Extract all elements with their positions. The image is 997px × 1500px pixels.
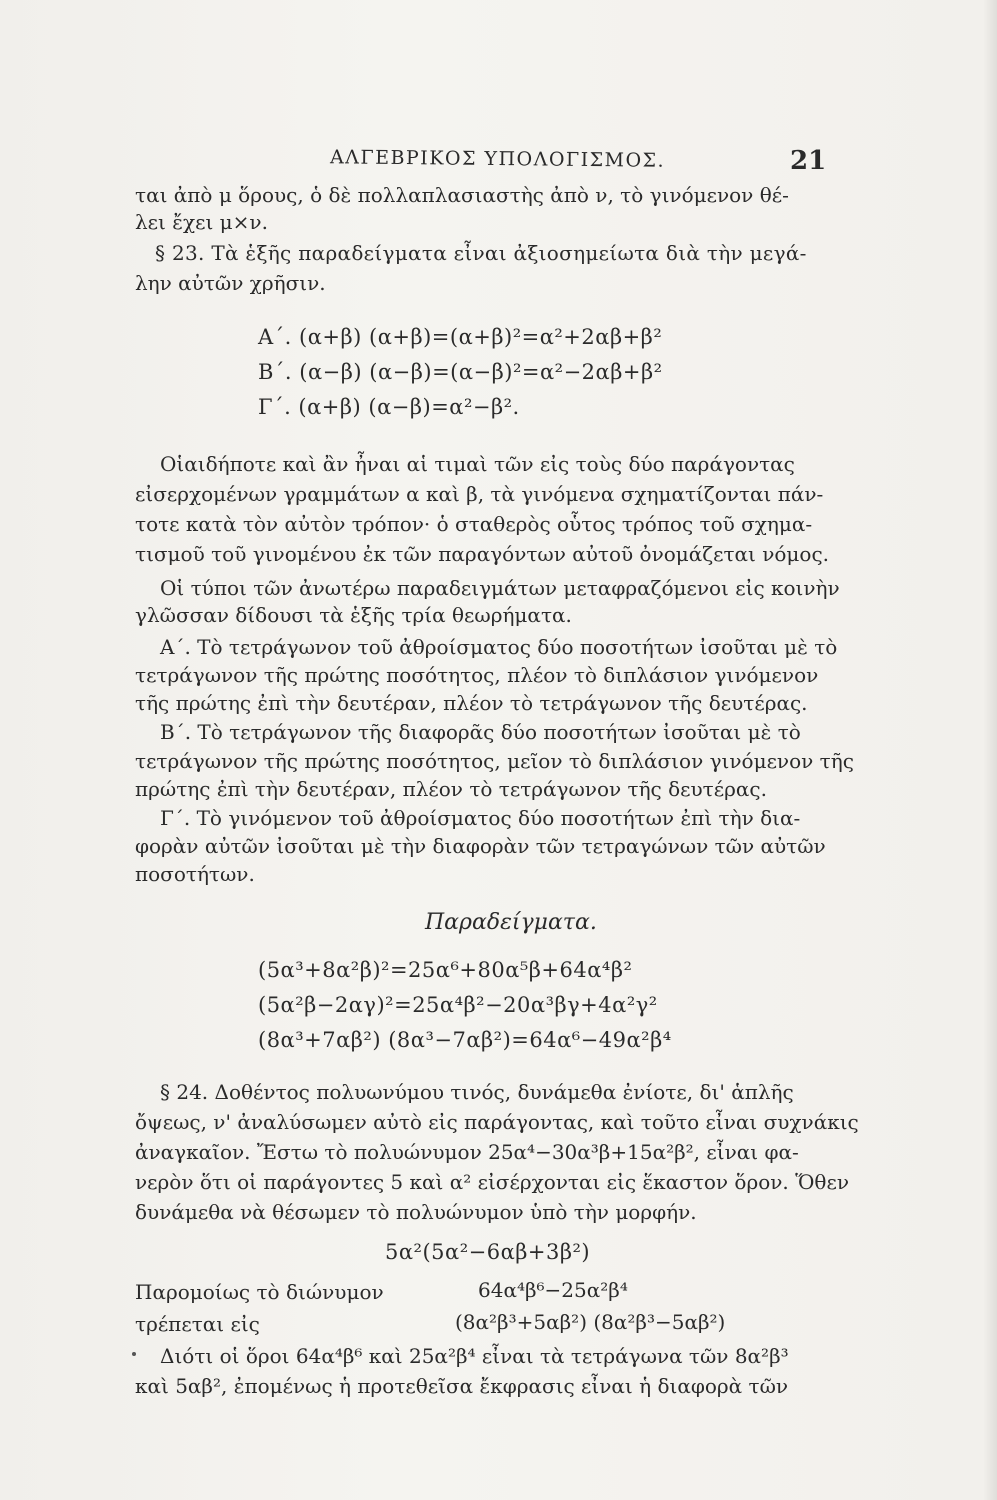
theorem-b: Β΄. Τὸ τετράγωνον τῆς διαφορᾶς δύο ποσοτήτων ἰσοῦται μὲ τὸ — [160, 720, 801, 744]
text-line: Οἱαιδήποτε καὶ ἂν ἦναι αἱ τιμαὶ τῶν εἰς τοὺς δύο παράγοντας — [160, 452, 795, 476]
theorem-c: Γ΄. Τὸ γινόμενον τοῦ ἀθροίσματος δύο ποσοτήτων ἐπὶ τὴν δια- — [160, 806, 801, 830]
identity-b: Β΄. (α−β) (α−β)=(α−β)²=α²−2αβ+β² — [258, 360, 663, 384]
text-line: γλῶσσαν δίδουσι τὰ ἑξῆς τρία θεωρήματα. — [135, 603, 572, 627]
text-line: ται ἀπὸ μ ὅρους, ὁ δὲ πολλαπλασιαστὴς ἀπὸ ν, τὸ γινόμενον θέ- — [135, 183, 789, 207]
text-line: λει ἔχει μ×ν. — [135, 210, 268, 234]
example-formula: (8α³+7αβ²) (8α³−7αβ²)=64α⁶−49α²β⁴ — [258, 1028, 672, 1052]
page-edge-shadow — [983, 0, 997, 1500]
text-line: ὄψεως, ν' ἀναλύσωμεν αὐτὸ εἰς παράγοντας, καὶ τοῦτο εἶναι συχνάκις — [135, 1110, 859, 1134]
text-line: τοτε κατὰ τὸν αὐτὸν τρόπον· ὁ σταθερὸς οὗτος τρόπος τοῦ σχημα- — [135, 512, 813, 536]
text-line: τισμοῦ τοῦ γινομένου ἐκ τῶν παραγόντων αὐτοῦ ὀνομάζεται νόμος. — [135, 542, 830, 566]
text-line: Οἱ τύποι τῶν ἀνωτέρω παραδειγμάτων μεταφραζόμενοι εἰς κοινὴν — [160, 576, 840, 600]
identity-a: Α΄. (α+β) (α+β)=(α+β)²=α²+2αβ+β² — [258, 325, 663, 349]
text-line: ἀναγκαῖον. Ἔστω τὸ πολυώνυμον 25α⁴−30α³β+15α²β², εἶναι φα- — [135, 1140, 799, 1164]
text-line: εἰσερχομένων γραμμάτων α καὶ β, τὰ γινόμενα σχηματίζονται πάν- — [135, 482, 824, 506]
text-line: Διότι οἱ ὅροι 64α⁴β⁶ καὶ 25α²β⁴ εἶναι τὰ τετράγωνα τῶν 8α²β³ — [160, 1344, 789, 1368]
text-line: πρώτης ἐπὶ τὴν δευτέραν, πλέον τὸ τετράγωνον τῆς δευτέρας. — [135, 777, 767, 801]
factored-form: 5α²(5α²−6αβ+3β²) — [385, 1240, 591, 1264]
identity-c: Γ΄. (α+β) (α−β)=α²−β². — [258, 395, 520, 419]
text-line: λην αὐτῶν χρῆσιν. — [135, 271, 326, 295]
theorem-a: Α΄. Τὸ τετράγωνον τοῦ ἀθροίσματος δύο ποσοτήτων ἰσοῦται μὲ τὸ — [160, 635, 838, 659]
page-number: 21 — [790, 146, 827, 176]
text-line: τῆς πρώτης ἐπὶ τὴν δευτέραν, πλέον τὸ τετράγωνον τῆς δευτέρας. — [135, 691, 808, 715]
text-line: νερὸν ὅτι οἱ παράγοντες 5 καὶ α² εἰσέρχονται εἰς ἕκαστον ὅρον. Ὅθεν — [135, 1170, 849, 1194]
example-formula: (5α³+8α²β)²=25α⁶+80α⁵β+64α⁴β² — [258, 958, 633, 982]
binomial-label: Παρομοίως τὸ διώνυμον — [135, 1280, 384, 1304]
example-formula: (5α²β−2αγ)²=25α⁴β²−20α³βγ+4α²γ² — [258, 993, 658, 1017]
binomial-factored: (8α²β³+5αβ²) (8α²β³−5αβ²) — [455, 1310, 726, 1334]
section-24-heading: § 24. Δοθέντος πολυωνύμου τινός, δυνάμεθα ἐνίοτε, δι' ἁπλῆς — [160, 1080, 794, 1104]
ink-speck — [132, 1352, 136, 1356]
text-line: δυνάμεθα νὰ θέσωμεν τὸ πολυώνυμον ὑπὸ τὴν μορφήν. — [135, 1200, 697, 1224]
running-title: ΑΛΓΕΒΡΙΚΟΣ ΥΠΟΛΟΓΙΣΜΟΣ. — [329, 146, 666, 172]
text-line: ποσοτήτων. — [135, 862, 255, 886]
binomial-label: τρέπεται εἰς — [135, 1312, 260, 1336]
page-header — [0, 140, 997, 180]
binomial-expression: 64α⁴β⁶−25α²β⁴ — [478, 1278, 628, 1302]
text-line: φορὰν αὐτῶν ἰσοῦται μὲ τὴν διαφορὰν τῶν τετραγώνων τῶν αὐτῶν — [135, 834, 826, 858]
text-line: καὶ 5αβ², ἐπομένως ἡ προτεθεῖσα ἔκφρασις εἶναι ἡ διαφορὰ τῶν — [135, 1374, 789, 1398]
examples-heading: Παραδείγματα. — [425, 910, 597, 935]
section-23-heading: § 23. Τὰ ἑξῆς παραδείγματα εἶναι ἀξιοσημείωτα διὰ τὴν μεγά- — [155, 241, 807, 265]
text-line: τετράγωνον τῆς πρώτης ποσότητος, πλέον τὸ διπλάσιον γινόμενον — [135, 663, 819, 687]
text-line: τετράγωνον τῆς πρώτης ποσότητος, μεῖον τὸ διπλάσιον γινόμενον τῆς — [135, 749, 854, 773]
